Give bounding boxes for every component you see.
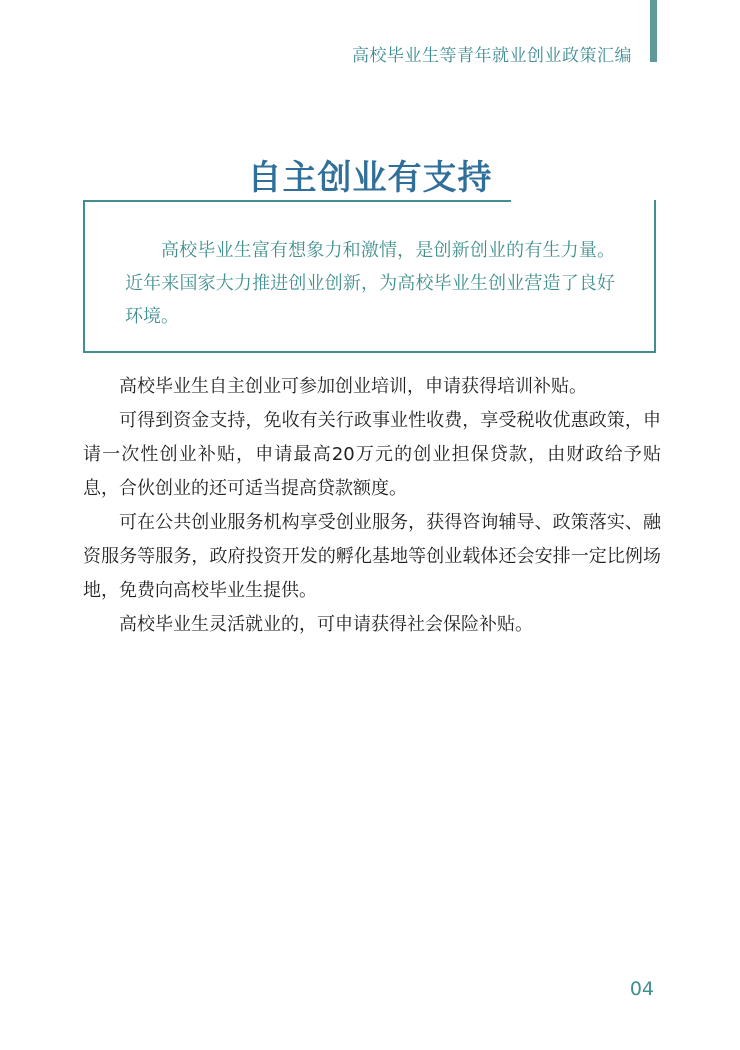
page-title: 自主创业有支持: [247, 157, 493, 198]
intro-box: [83, 200, 656, 353]
intro-text: 高校毕业生富有想象力和激情，是创新创业的有生力量。近年来国家大力推进创业创新，为高校毕业生创业营造了良好环境。: [125, 240, 615, 327]
intro-box-bottom-border: [83, 351, 656, 353]
intro-box-left-border: [83, 200, 85, 353]
paragraph-services: 可在公共创业服务机构享受创业服务，获得咨询辅导、政策落实、融资服务等服务，政府投资开发的孵化基地等创业载体还会安排一定比例场地，免费向高校毕业生提供。: [83, 512, 661, 601]
paragraph-funding: 可得到资金支持，免收有关行政事业性收费，享受税收优惠政策，申请一次性创业补贴，申请最高20万元的创业担保贷款，由财政给予贴息，合伙创业的还可适当提高贷款额度。: [83, 410, 661, 499]
paragraph-training: 高校毕业生自主创业可参加创业培训，申请获得培训补贴。: [119, 376, 587, 397]
header-accent-bar: [650, 0, 657, 62]
paragraph-flexible-employment: 高校毕业生灵活就业的，可申请获得社会保险补贴。: [119, 614, 533, 635]
running-header: 高校毕业生等青年就业创业政策汇编: [352, 46, 632, 66]
intro-box-top-border: [83, 200, 511, 202]
page-number: 04: [629, 978, 654, 1000]
intro-box-right-border: [654, 200, 656, 353]
body-text: [83, 370, 661, 642]
